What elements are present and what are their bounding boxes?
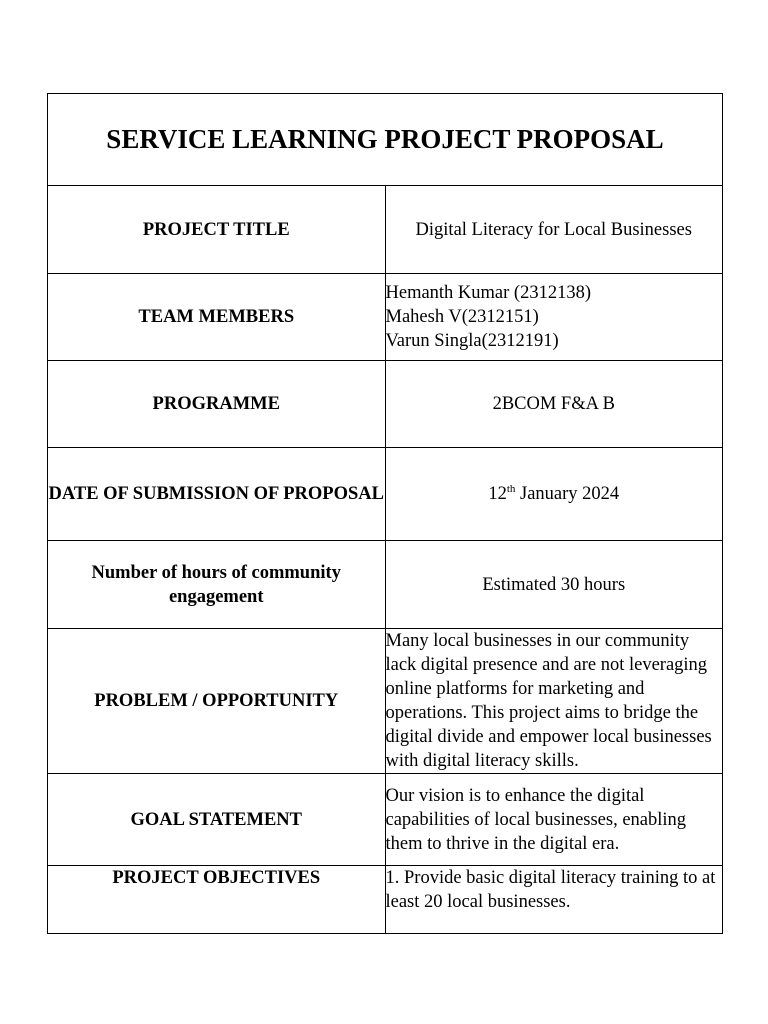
hours-row: [48, 541, 723, 629]
team-members-value: [385, 274, 723, 361]
objective-item: 1. Provide basic digital literacy training to at least 20 local businesses.: [385, 868, 716, 912]
objectives-label: PROJECT OBJECTIVES: [48, 866, 386, 934]
problem-label: PROBLEM / OPPORTUNITY: [48, 629, 386, 774]
team-members-row: [48, 274, 723, 361]
submission-date-row: [48, 448, 723, 541]
problem-row: [48, 629, 723, 774]
objectives-row: [48, 866, 723, 934]
programme-row: [48, 361, 723, 448]
programme-label: PROGRAMME: [48, 361, 386, 448]
title-row: [48, 94, 723, 186]
submission-day-suffix: th: [506, 482, 516, 495]
project-title-value: Digital Literacy for Local Businesses: [385, 186, 723, 274]
hours-value: Estimated 30 hours: [385, 541, 723, 629]
proposal-table: [47, 93, 723, 934]
project-title-label: PROJECT TITLE: [48, 186, 386, 274]
team-member: Mahesh V(2312151): [385, 307, 539, 327]
goal-label: GOAL STATEMENT: [48, 774, 386, 866]
submission-date-value: [385, 448, 723, 541]
objectives-value: [385, 866, 723, 934]
submission-date-label: DATE OF SUBMISSION OF PROPOSAL: [48, 448, 386, 541]
document-title: SERVICE LEARNING PROJECT PROPOSAL: [48, 94, 723, 186]
team-members-label: TEAM MEMBERS: [48, 274, 386, 361]
project-title-row: [48, 186, 723, 274]
programme-value: 2BCOM F&A B: [385, 361, 723, 448]
problem-value: Many local businesses in our community lack digital presence and are not leveraging online platforms for marketing and operations. This project aims to bridge the digital divide and empower local businesses with digital literacy skills.: [385, 629, 723, 774]
team-member: Hemanth Kumar (2312138): [385, 283, 592, 303]
submission-day: 12: [488, 484, 507, 504]
team-member: Varun Singla(2312191): [385, 331, 559, 351]
goal-value: Our vision is to enhance the digital capabilities of local businesses, enabling them to thrive in the digital era.: [385, 774, 723, 866]
goal-row: [48, 774, 723, 866]
hours-label: Number of hours of community engagement: [48, 541, 386, 629]
submission-month-year: January 2024: [515, 484, 620, 504]
